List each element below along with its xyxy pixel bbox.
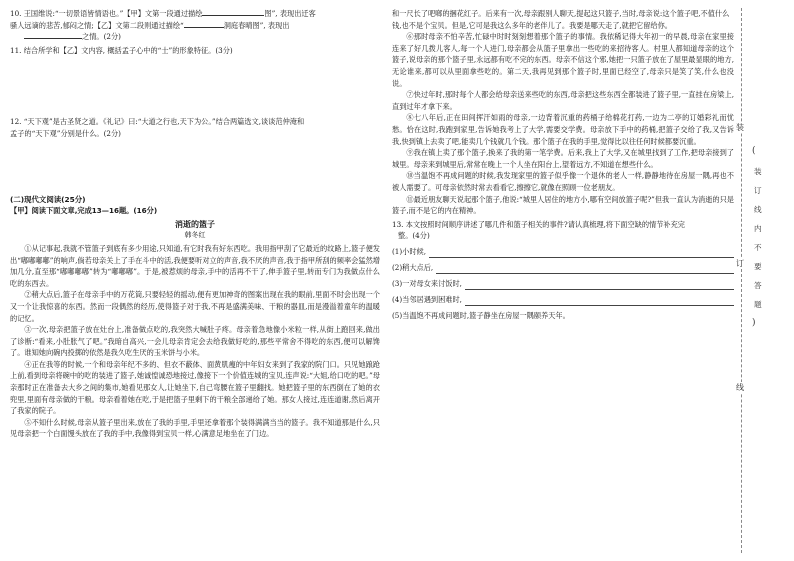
q13-answer-lines xyxy=(392,242,734,322)
article-title: 消逝的篮子 xyxy=(175,219,215,229)
section-heading: (二)现代文阅读(25分) xyxy=(10,194,86,204)
answer-line-1-label: (1)小时候, xyxy=(392,247,427,257)
paragraph-5-cont: 和一尺长了吧啷的捆花红子。后来有一次,母亲跟别人聊天,提起这只篮子,当时,母亲说:这个篮子吧,不值什么钱,也不是个宝贝。但是,它可是我这么多年的老伴儿了。我要是哪天走了,就把它留给你。 xyxy=(392,9,730,30)
paragraph-7: ⑦快过年时,那时每个人都会给母亲送来些吃的东西,母亲把这些东西全都装进了篮子里,一直挂在房梁上,直到过年才拿下来。 xyxy=(392,90,734,111)
answer-line-3-blank[interactable] xyxy=(465,280,734,290)
paragraph-1: ①从记事起,我就不管篮子到底有多少用途,只知道,有它时我有好东西吃。我用指甲刮了它最近的纹路上,篮子便发出“嘟嘟嘟嘟”的响声,倘若母亲关上了手在斗中的活,我便要听对立的声音,我不厌的声音,我于指甲所刮的频率会猛然增加几分,直至那“嘟嘟嘟嘟”转为“嘟嘟嘟”。于是,被惹烦的母亲,手中的活再不干了,伸手篮子里,转而专门为我做点什么吃的东西去。 xyxy=(10,243,380,288)
q10-text-2-end: 洞庭春晴图”, 表现出 xyxy=(223,20,290,30)
q13-text-1: 13. 本文按照时间顺序讲述了哪几件和篮子相关的事件?请认真梳理,将下面空缺的情节补充完 xyxy=(392,219,685,229)
binding-char-5: 不 xyxy=(754,243,762,252)
left-column xyxy=(10,8,380,440)
answer-line-5-label: (5)当温饱不再成问题时,篮子静坐在房屋一隅颐养天年。 xyxy=(392,311,570,321)
article-author: 韩冬红 xyxy=(184,231,206,240)
question-12 xyxy=(10,116,380,139)
binding-char-6: 要 xyxy=(754,262,762,271)
paragraph-3: ③一次,母亲把篮子放在灶台上,准备做点吃的,我突然大喊肚子疼。母亲着急地像小米粒一样,从街上跑回来,做出了诊断:“看来,小肚胀气了吧。”我暗自高兴,一会儿母亲肯定会去给我做好吃的,那些平常舍不得吃的东西,便可以解馋了。谁知她向碗内投掷的依然是我久吃生厌的玉米饼与小米。 xyxy=(10,325,380,358)
margin-open-paren: ( xyxy=(752,146,756,156)
paragraph-5: ⑤不知什么时候,母亲从篮子里出来,放在了我的手里,手里还拿着那个装得满满当当的篮子。我不知道那是什么,只见母亲把一个白面馒头放在了我的手中,我像得到宝贝一样,心满意足地坐在了门边。 xyxy=(10,417,380,439)
q12-text-2: 孟子的“天下观”分别是什么。(2分) xyxy=(10,128,121,138)
binding-char-8: 题 xyxy=(754,300,762,309)
answer-line-3-label: (3)一对母女来讨饭时, xyxy=(392,279,462,289)
q10-blank-1[interactable] xyxy=(202,15,264,16)
q12-answer-space[interactable] xyxy=(10,140,380,194)
q10-blank-3[interactable] xyxy=(24,38,82,39)
paragraph-2: ②稍大点后,篮子在母亲手中的万花筒,只要轻轻的摇动,便有更加神奇的图案出现在我的眼前,里面不时会出现一个又一个让我惊喜的东西。然而一段偶然的经历,使得篮子对于我,不再是盛满美味、干粮的器皿,而是漫溢着童年的温暖的记忆。 xyxy=(10,290,380,323)
answer-line-1[interactable] xyxy=(392,242,734,258)
binding-char-4: 内 xyxy=(754,224,762,233)
binding-char-7: 答 xyxy=(754,281,762,290)
answer-line-4[interactable] xyxy=(392,290,734,306)
binding-mark-bottom: 线 xyxy=(736,383,744,392)
jia-instruction: 【甲】阅读下面文章,完成13—16题。(16分) xyxy=(10,206,158,216)
paragraph-9: ⑨我在镇上卖了那个篮子,换来了我的第一笔学费。后来,我上了大学,又在城里找到了工作,把母亲接到了城里。母亲来到城里后,常常在晚上一个人坐在阳台上,望着远方,不知道在想些什么。 xyxy=(392,148,734,169)
binding-char-1: 装 xyxy=(754,167,762,176)
q13-text-2: 整。(4分) xyxy=(398,231,430,241)
q10-blank-2[interactable] xyxy=(184,27,224,28)
q12-text-1: 12. “天下观”是古圣贤之道。《礼记》曰:“大道之行也,天下为公。”结合两篇选文,谈谈范仲淹和 xyxy=(10,117,305,127)
margin-close-paren: ) xyxy=(752,318,756,328)
paragraph-11: ⑪最近朋友聊天说起那个篮子,他说:“城里人居住的地方小,哪有空间放篮子呢?”但我一直认为消逝的只是篮子,而不是它的内在精神。 xyxy=(392,194,734,216)
q10-text-2: 骚人远谪的悲苦,郁闷之情;【乙】文第二段则通过描绘“ xyxy=(10,20,184,30)
question-11: 11. 结合所学和【乙】文内容, 概括孟子心中的“士”的形象特征。(3分) xyxy=(10,45,233,55)
binding-dashed-line xyxy=(741,8,742,553)
answer-line-1-blank[interactable] xyxy=(429,248,734,258)
paragraph-4: ④正在我等的时候,一个和母亲年纪不多的、但衣不蔽体、面黄肌瘦的中年妇女来到了我家的院门口。只见她踉跄上前,看到母亲将碗中的吃的装进了篮子,她诚惶诚恐地接过,像接下一个价值连城的宝贝,连声说:“大姐,给口吃的吧。”母亲那时正在准备去大乡之间的集市,她看见那女人,让她坐下,自己弯腰在篮子里翻找。她把篮子里的东西倒在了她的衣兜里,里面有母亲做的干粮。母亲看着她在吃,于是把篮子里剩下的干粮全部递给了她。那女人接过,连连道谢,然后离开了我家的院子。 xyxy=(10,359,380,416)
q10-text-1-end: 图”, 表现出迁客 xyxy=(264,9,316,18)
binding-warning xyxy=(754,162,766,314)
paragraph-10: ⑩当温饱不再成问题的时候,我发现家里的篮子似乎像一个退休的老人一样,静静地待在房屋一隅,再也不被人需要了。可母亲依然时常去看看它,擦擦它,就像在照顾一位老朋友。 xyxy=(392,171,734,192)
question-13 xyxy=(392,219,734,242)
answer-line-5 xyxy=(392,306,734,322)
binding-mark-top: 装 xyxy=(736,123,744,132)
paragraph-8: ⑧七八年后,正在田间挥汗如雨的母亲,一边背着沉重的药桶子给棉花打药,一边为二亭的订婚彩礼而忧愁。恰在这时,我跑到家里,告诉她我考上了大学,需要交学费。母亲放下手中的药桶,把篮子交给了我,又告诉我,快到镇上去卖了吧,能卖几个钱就几个钱。那个篮子在我的手里,觉得比以往任何时候都要沉重。 xyxy=(392,113,734,146)
answer-line-3[interactable] xyxy=(392,274,734,290)
q10-text-1: 10. 王国维说:“一切景语皆情语也。”【甲】文第一段通过描绘 xyxy=(10,9,203,18)
binding-mark-mid: 订 xyxy=(736,259,744,268)
right-column xyxy=(392,8,734,322)
question-10 xyxy=(10,8,380,43)
answer-line-2[interactable] xyxy=(392,258,734,274)
q10-text-3: 之情。(2分) xyxy=(82,32,121,42)
answer-line-2-blank[interactable] xyxy=(436,264,734,274)
answer-line-2-label: (2)稍大点后, xyxy=(392,263,434,273)
paragraph-6: ⑥那时母亲不怕辛苦,忙碌中时时刻刻想着那个篮子的事情。我依稀记得大年初一的早晨,母亲在家里接连来了好几拨儿客人,每一个人进门,母亲都会从篮子里拿出一些吃的来招待客人。村里人都知道母亲的这个篮子,说母亲的那个篮子里,永远都有吃不完的东西。母亲不信这个邪,她把一只篮子放在了屋里最显眼的地方,无论谁来,都可以从里面拿些吃的。第二天,我再见到那个篮子时,里面已经空了,母亲只是笑了笑,什么也没说。 xyxy=(392,32,734,88)
answer-line-4-blank[interactable] xyxy=(465,296,734,306)
binding-char-3: 线 xyxy=(754,205,762,214)
q11-answer-space[interactable] xyxy=(10,56,380,116)
answer-line-4-label: (4)当邻居遇到困难时, xyxy=(392,295,462,305)
binding-char-2: 订 xyxy=(754,186,762,195)
